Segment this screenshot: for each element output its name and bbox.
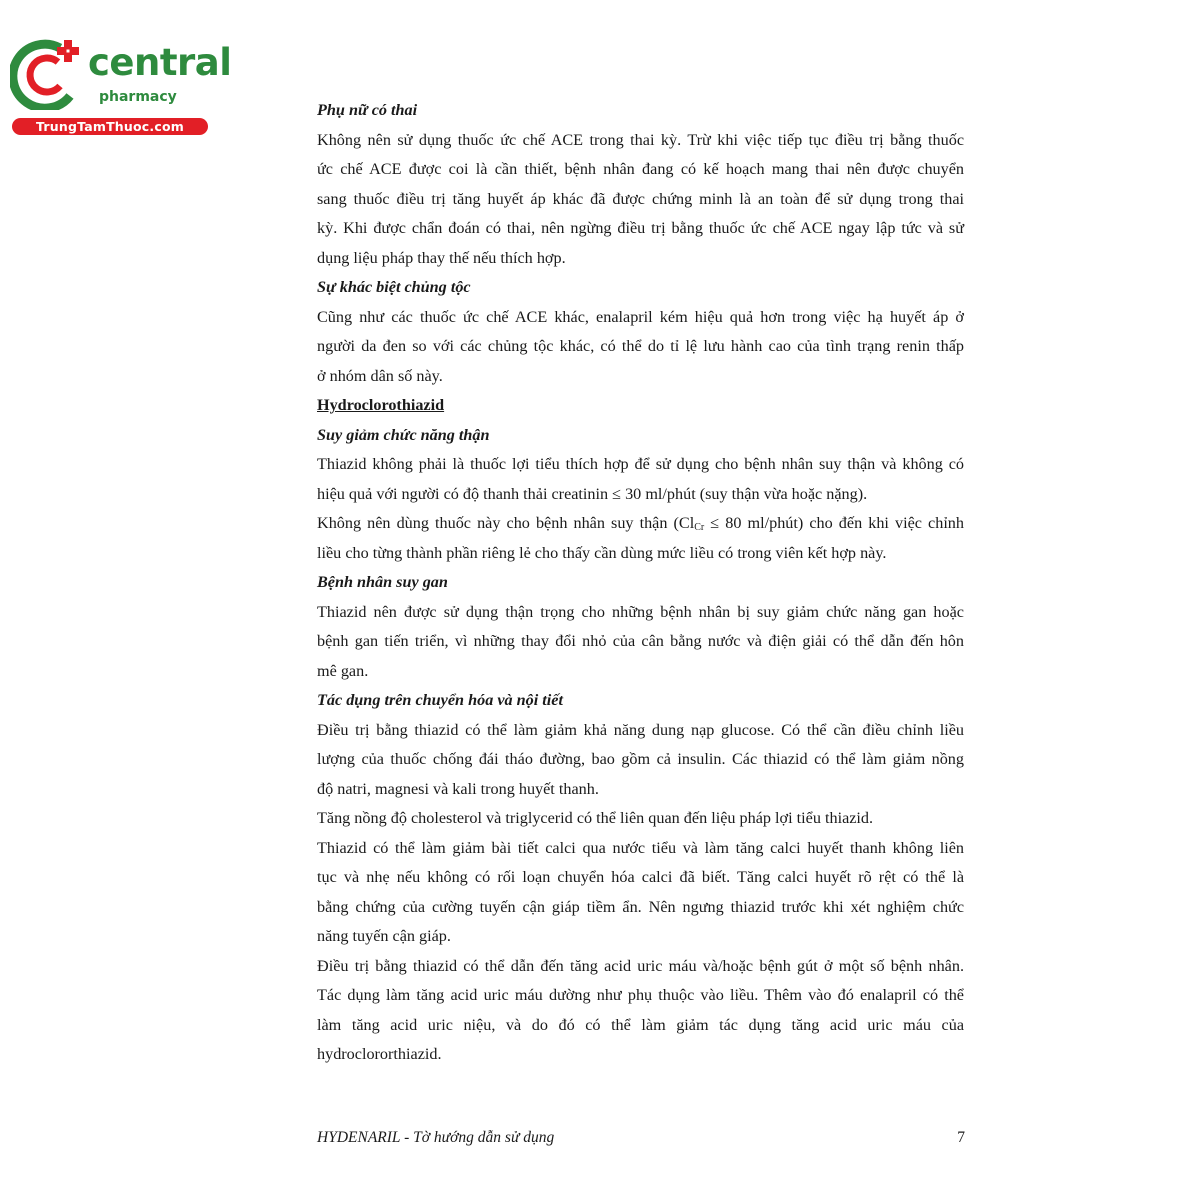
text-line: Tác dụng làm tăng acid uric máu dường như phụ thuộc vào liều. Thêm vào đó enalapril có thể	[317, 986, 964, 1004]
heading-hepatic: Bệnh nhân suy gan	[317, 573, 448, 591]
footer-document-title: HYDENARIL - Tờ hướng dẫn sử dụng	[317, 1129, 555, 1146]
text-line: hydroclororthiazid.	[317, 1045, 442, 1063]
text-line: ở nhóm dân số này.	[317, 366, 443, 385]
heading-pregnancy: Phụ nữ có thai	[317, 101, 418, 119]
paragraph-renal-2	[317, 509, 964, 568]
text-line: ức chế ACE được coi là cần thiết, bệnh nhân đang có kế hoạch mang thai nên được chuyển	[317, 160, 964, 178]
subscript-cr: Cr	[694, 522, 705, 533]
text-line: Thiazid nên được sử dụng thận trọng cho những bệnh nhân bị suy giảm chức năng gan hoặc	[317, 602, 964, 621]
text-line: dụng liệu pháp thay thế nếu thích hợp.	[317, 248, 566, 267]
text-line: kỳ. Khi được chẩn đoán có thai, nên ngừng điều trị bằng thuốc ức chế ACE ngay lập tức và sử	[317, 219, 964, 237]
document-body	[317, 96, 964, 1070]
text-line: tục và nhẹ nếu không có rối loạn chuyển hóa calci đã biết. Tăng calci huyết rõ rệt có thể là	[317, 868, 964, 886]
paragraph-hepatic	[317, 598, 964, 687]
text-line: Điều trị bằng thiazid có thể làm giảm khả năng dung nạp glucose. Có thể cần điều chỉnh liều	[317, 720, 964, 739]
text-line: người da đen so với các chủng tộc khác, có thể do tỉ lệ lưu hành cao của tình trạng renin thấp	[317, 337, 964, 355]
text-line: bằng chứng của cường tuyến cận giáp tiềm ẩn. Nên ngưng thiazid trước khi xét nghiệm chức	[317, 897, 964, 916]
heading-renal: Suy giảm chức năng thận	[317, 425, 490, 444]
text-line: Thiazid có thể làm giảm bài tiết calci qua nước tiểu và làm tăng calci huyết thanh không liên	[317, 838, 964, 857]
text-line: lượng của thuốc chống đái tháo đường, bao gồm cả insulin. Các thiazid có thể làm giảm nồng	[317, 750, 964, 768]
text-line: năng tuyến cận giáp.	[317, 927, 451, 945]
text-line: Điều trị bằng thiazid có thể dẫn đến tăng acid uric máu và/hoặc bệnh gút ở một số bệnh nhân.	[317, 956, 964, 975]
text-line: Cũng như các thuốc ức chế ACE khác, enalapril kém hiệu quả hơn trong việc hạ huyết áp ở	[317, 307, 964, 326]
text-line: Thiazid không phải là thuốc lợi tiểu thích hợp để sử dụng cho bệnh nhân suy thận và không có	[317, 455, 964, 473]
text-line: mê gan.	[317, 661, 369, 680]
text-line: bệnh gan tiến triển, vì những thay đổi nhỏ của cân bằng nước và điện giải có thể dẫn đến hôn	[317, 632, 964, 650]
page-number: 7	[957, 1129, 965, 1146]
heading-race: Sự khác biệt chủng tộc	[317, 278, 471, 296]
logo-url-badge: TrungTamThuoc.com	[12, 118, 208, 135]
text-line: sang thuốc điều trị tăng huyết áp khác đã được chứng minh là an toàn để sử dụng trong thai	[317, 189, 964, 208]
paragraph-metabolic-2	[317, 804, 964, 834]
paragraph-race	[317, 303, 964, 392]
text-fragment: ≤ 80 ml/phút) cho đến khi việc chỉnh	[704, 514, 964, 532]
section-title-hydroclorothiazid: Hydroclorothiazid	[317, 396, 445, 414]
page-footer	[317, 1127, 965, 1149]
text-line: liều cho từng thành phần riêng lẻ cho thấy cần dùng mức liều có trong viên kết hợp này.	[317, 543, 887, 562]
text-fragment: Không nên dùng thuốc này cho bệnh nhân suy thận (Cl	[317, 514, 695, 532]
text-line: hiệu quả với người có độ thanh thải creatinin ≤ 30 ml/phút (suy thận vừa hoặc nặng).	[317, 484, 868, 503]
paragraph-renal-1	[317, 450, 964, 509]
heading-metabolic: Tác dụng trên chuyển hóa và nội tiết	[317, 691, 563, 709]
text-line: độ natri, magnesi và kali trong huyết thanh.	[317, 779, 599, 798]
central-pharmacy-logo	[10, 38, 232, 138]
paragraph-pregnancy	[317, 126, 964, 274]
logo-sub-text: pharmacy	[99, 89, 177, 105]
logo-brand-text: central	[88, 41, 232, 84]
pharmacy-cross-c-icon	[10, 38, 90, 110]
paragraph-metabolic-3	[317, 834, 964, 952]
paragraph-metabolic-1	[317, 716, 964, 805]
text-line: làm tăng acid uric niệu, và do đó có thể làm giảm tác dụng tăng acid uric máu của	[317, 1015, 964, 1034]
paragraph-metabolic-4	[317, 952, 964, 1070]
text-line: Tăng nồng độ cholesterol và triglycerid có thể liên quan đến liệu pháp lợi tiểu thiazid.	[317, 809, 874, 827]
text-line: Không nên sử dụng thuốc ức chế ACE trong thai kỳ. Trừ khi việc tiếp tục điều trị bằng thuốc	[317, 130, 964, 149]
text-line	[317, 509, 964, 539]
